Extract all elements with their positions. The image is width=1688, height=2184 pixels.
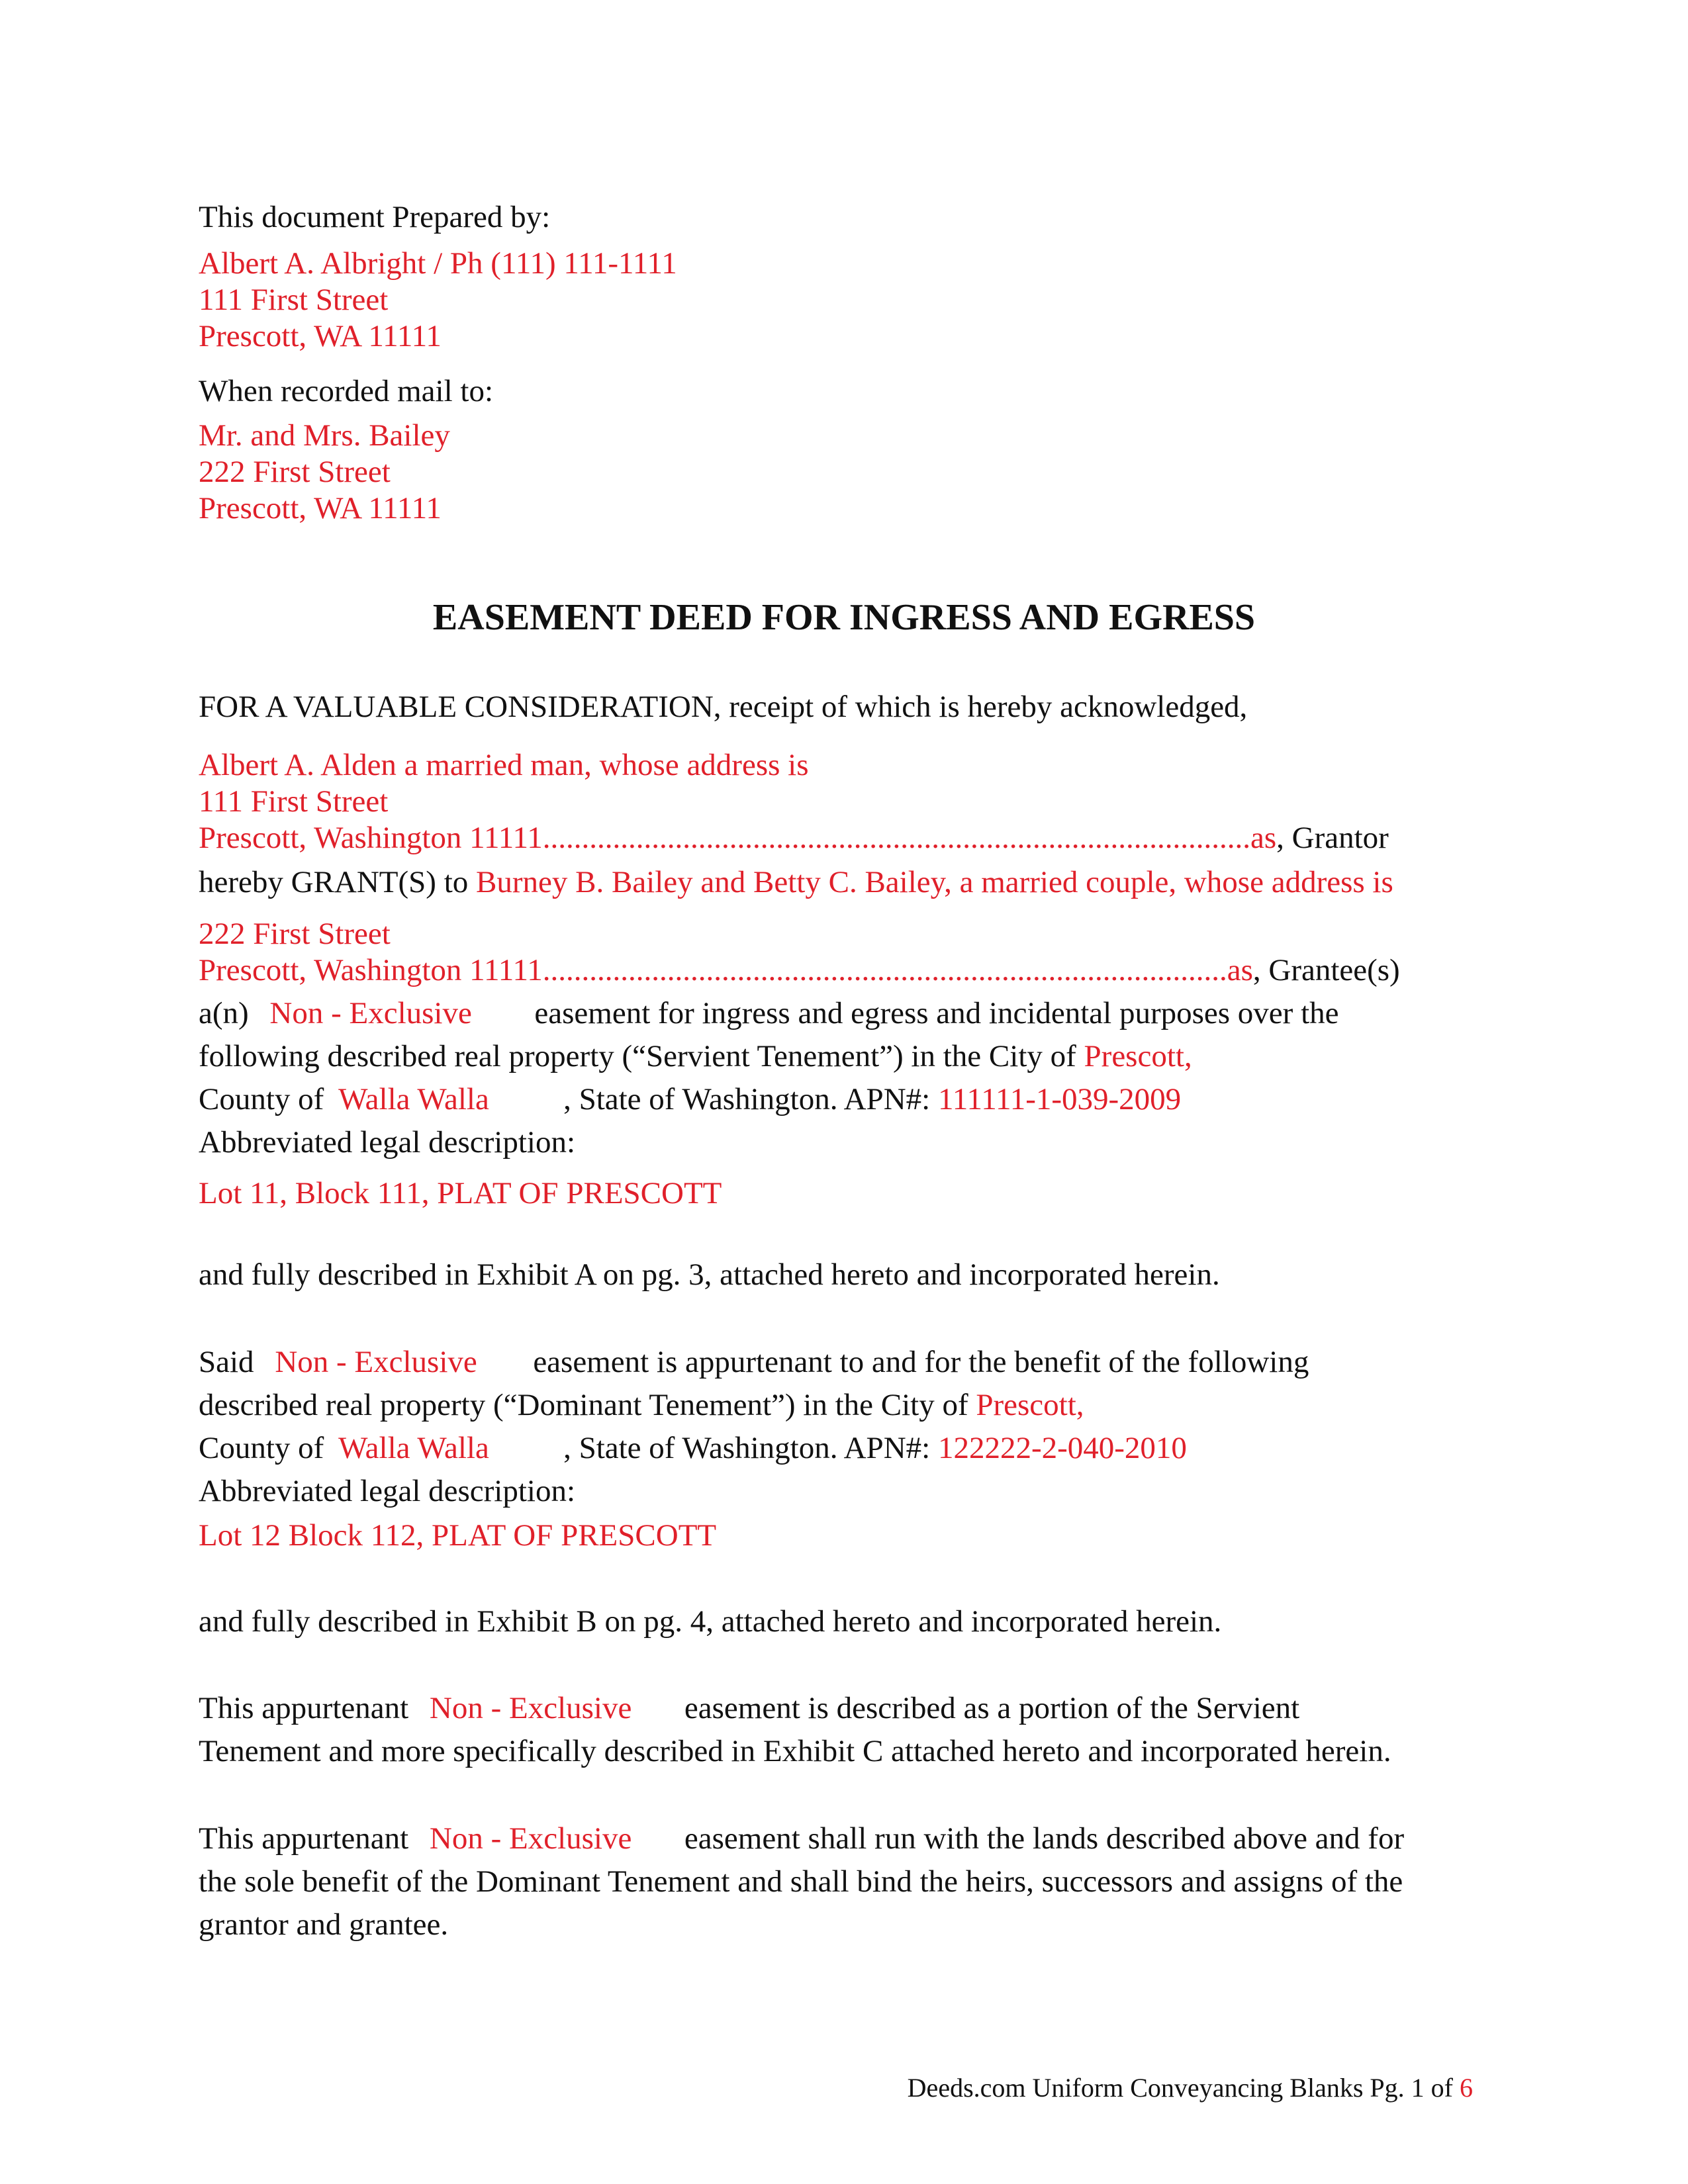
dominant-apn: 122222-2-040-2010 [937,1431,1187,1465]
grantee-role: , Grantee(s) [1252,953,1400,987]
grantee-city-line [199,952,1400,989]
servient-line-1 [199,995,1339,1032]
servient-legal: Lot 11, Block 111, PLAT OF PRESCOTT [199,1176,722,1210]
mail-to-street: 222 First Street [199,455,391,489]
portion-line-1 [199,1690,1299,1727]
run-with-text-1: easement shall run with the lands described above and for [684,1821,1405,1856]
dominant-type: Non - Exclusive [275,1345,477,1379]
dominant-legal-label: Abbreviated legal description: [199,1474,576,1508]
grantee-names: Burney B. Bailey and Betty C. Bailey, a married couple, whose address is [476,865,1393,899]
portion-prefix: This appurtenant [199,1691,409,1725]
mail-to-name: Mr. and Mrs. Bailey [199,418,450,453]
grantor-as: as [1250,821,1277,855]
page-footer [908,2071,1473,2105]
footer-total-pages: 6 [1460,2073,1473,2103]
consideration-text: FOR A VALUABLE CONSIDERATION, receipt of which is hereby acknowledged, [199,690,1248,724]
grantor-dots: ........................................................................................... [542,821,1250,855]
dominant-text-1: easement is appurtenant to and for the benefit of the following [533,1345,1309,1379]
servient-an: a(n) [199,996,249,1030]
servient-text-1: easement for ingress and egress and incidental purposes over the [534,996,1339,1030]
grantee-street: 222 First Street [199,917,391,951]
servient-apn: 111111-1-039-2009 [937,1082,1182,1116]
servient-legal-label: Abbreviated legal description: [199,1125,576,1160]
run-with-text-2: the sole benefit of the Dominant Tenement and shall bind the heirs, successors and assigns of the [199,1864,1403,1899]
portion-text-1: easement is described as a portion of the Servient [684,1691,1300,1725]
servient-exhibit: and fully described in Exhibit A on pg. 3, attached hereto and incorporated herein. [199,1257,1220,1292]
grantee-dots: ........................................................................................ [542,953,1227,987]
mail-to-city: Prescott, WA 11111 [199,491,442,525]
servient-text-2: following described real property (“Servient Tenement”) in the City of [199,1039,1076,1073]
dominant-state-apn: , State of Washington. APN#: [563,1431,931,1465]
grant-line [199,864,1393,901]
run-with-line-1 [199,1820,1404,1857]
grantor-line: Albert A. Alden a married man, whose address is [199,748,809,782]
dominant-said: Said [199,1345,254,1379]
grantor-city: Prescott, Washington 11111 [199,821,543,855]
preparer-city: Prescott, WA 11111 [199,319,442,353]
mail-to-label: When recorded mail to: [199,374,494,408]
dominant-county-label: County of [199,1431,324,1465]
portion-text-2: Tenement and more specifically described in Exhibit C attached hereto and incorporated herein. [199,1734,1391,1768]
preparer-name-phone: Albert A. Albright / Ph (111) 111-1111 [199,246,677,281]
preparer-street: 111 First Street [199,283,389,317]
grantee-city: Prescott, Washington 11111 [199,953,543,987]
grantor-street: 111 First Street [199,784,389,819]
grantor-city-line [199,819,1389,856]
grant-prefix: hereby GRANT(S) to [199,865,469,899]
servient-type: Non - Exclusive [269,996,472,1030]
portion-type: Non - Exclusive [429,1691,632,1725]
dominant-exhibit: and fully described in Exhibit B on pg. 4, attached hereto and incorporated herein. [199,1604,1222,1639]
servient-state-apn: , State of Washington. APN#: [563,1082,931,1116]
run-with-text-3: grantor and grantee. [199,1907,449,1942]
dominant-line-1 [199,1343,1309,1381]
run-with-type: Non - Exclusive [429,1821,632,1856]
run-with-prefix: This appurtenant [199,1821,409,1856]
servient-line-2 [199,1038,1192,1075]
dominant-city: Prescott, [976,1388,1084,1422]
footer-text: Deeds.com Uniform Conveyancing Blanks Pg. 1 of [907,2073,1453,2103]
servient-line-3 [199,1081,1181,1118]
servient-county: Walla Walla [338,1082,489,1116]
dominant-county: Walla Walla [338,1431,489,1465]
servient-county-label: County of [199,1082,324,1116]
dominant-line-3 [199,1430,1187,1467]
page-title: EASEMENT DEED FOR INGRESS AND EGRESS [432,597,1256,638]
dominant-text-2: described real property (“Dominant Tenement”) in the City of [199,1388,968,1422]
prepared-by-label: This document Prepared by: [199,200,551,234]
grantee-as: as [1227,953,1253,987]
dominant-line-2 [199,1387,1084,1424]
servient-city: Prescott, [1084,1039,1192,1073]
grantor-role: , Grantor [1276,821,1389,855]
dominant-legal: Lot 12 Block 112, PLAT OF PRESCOTT [199,1518,717,1553]
